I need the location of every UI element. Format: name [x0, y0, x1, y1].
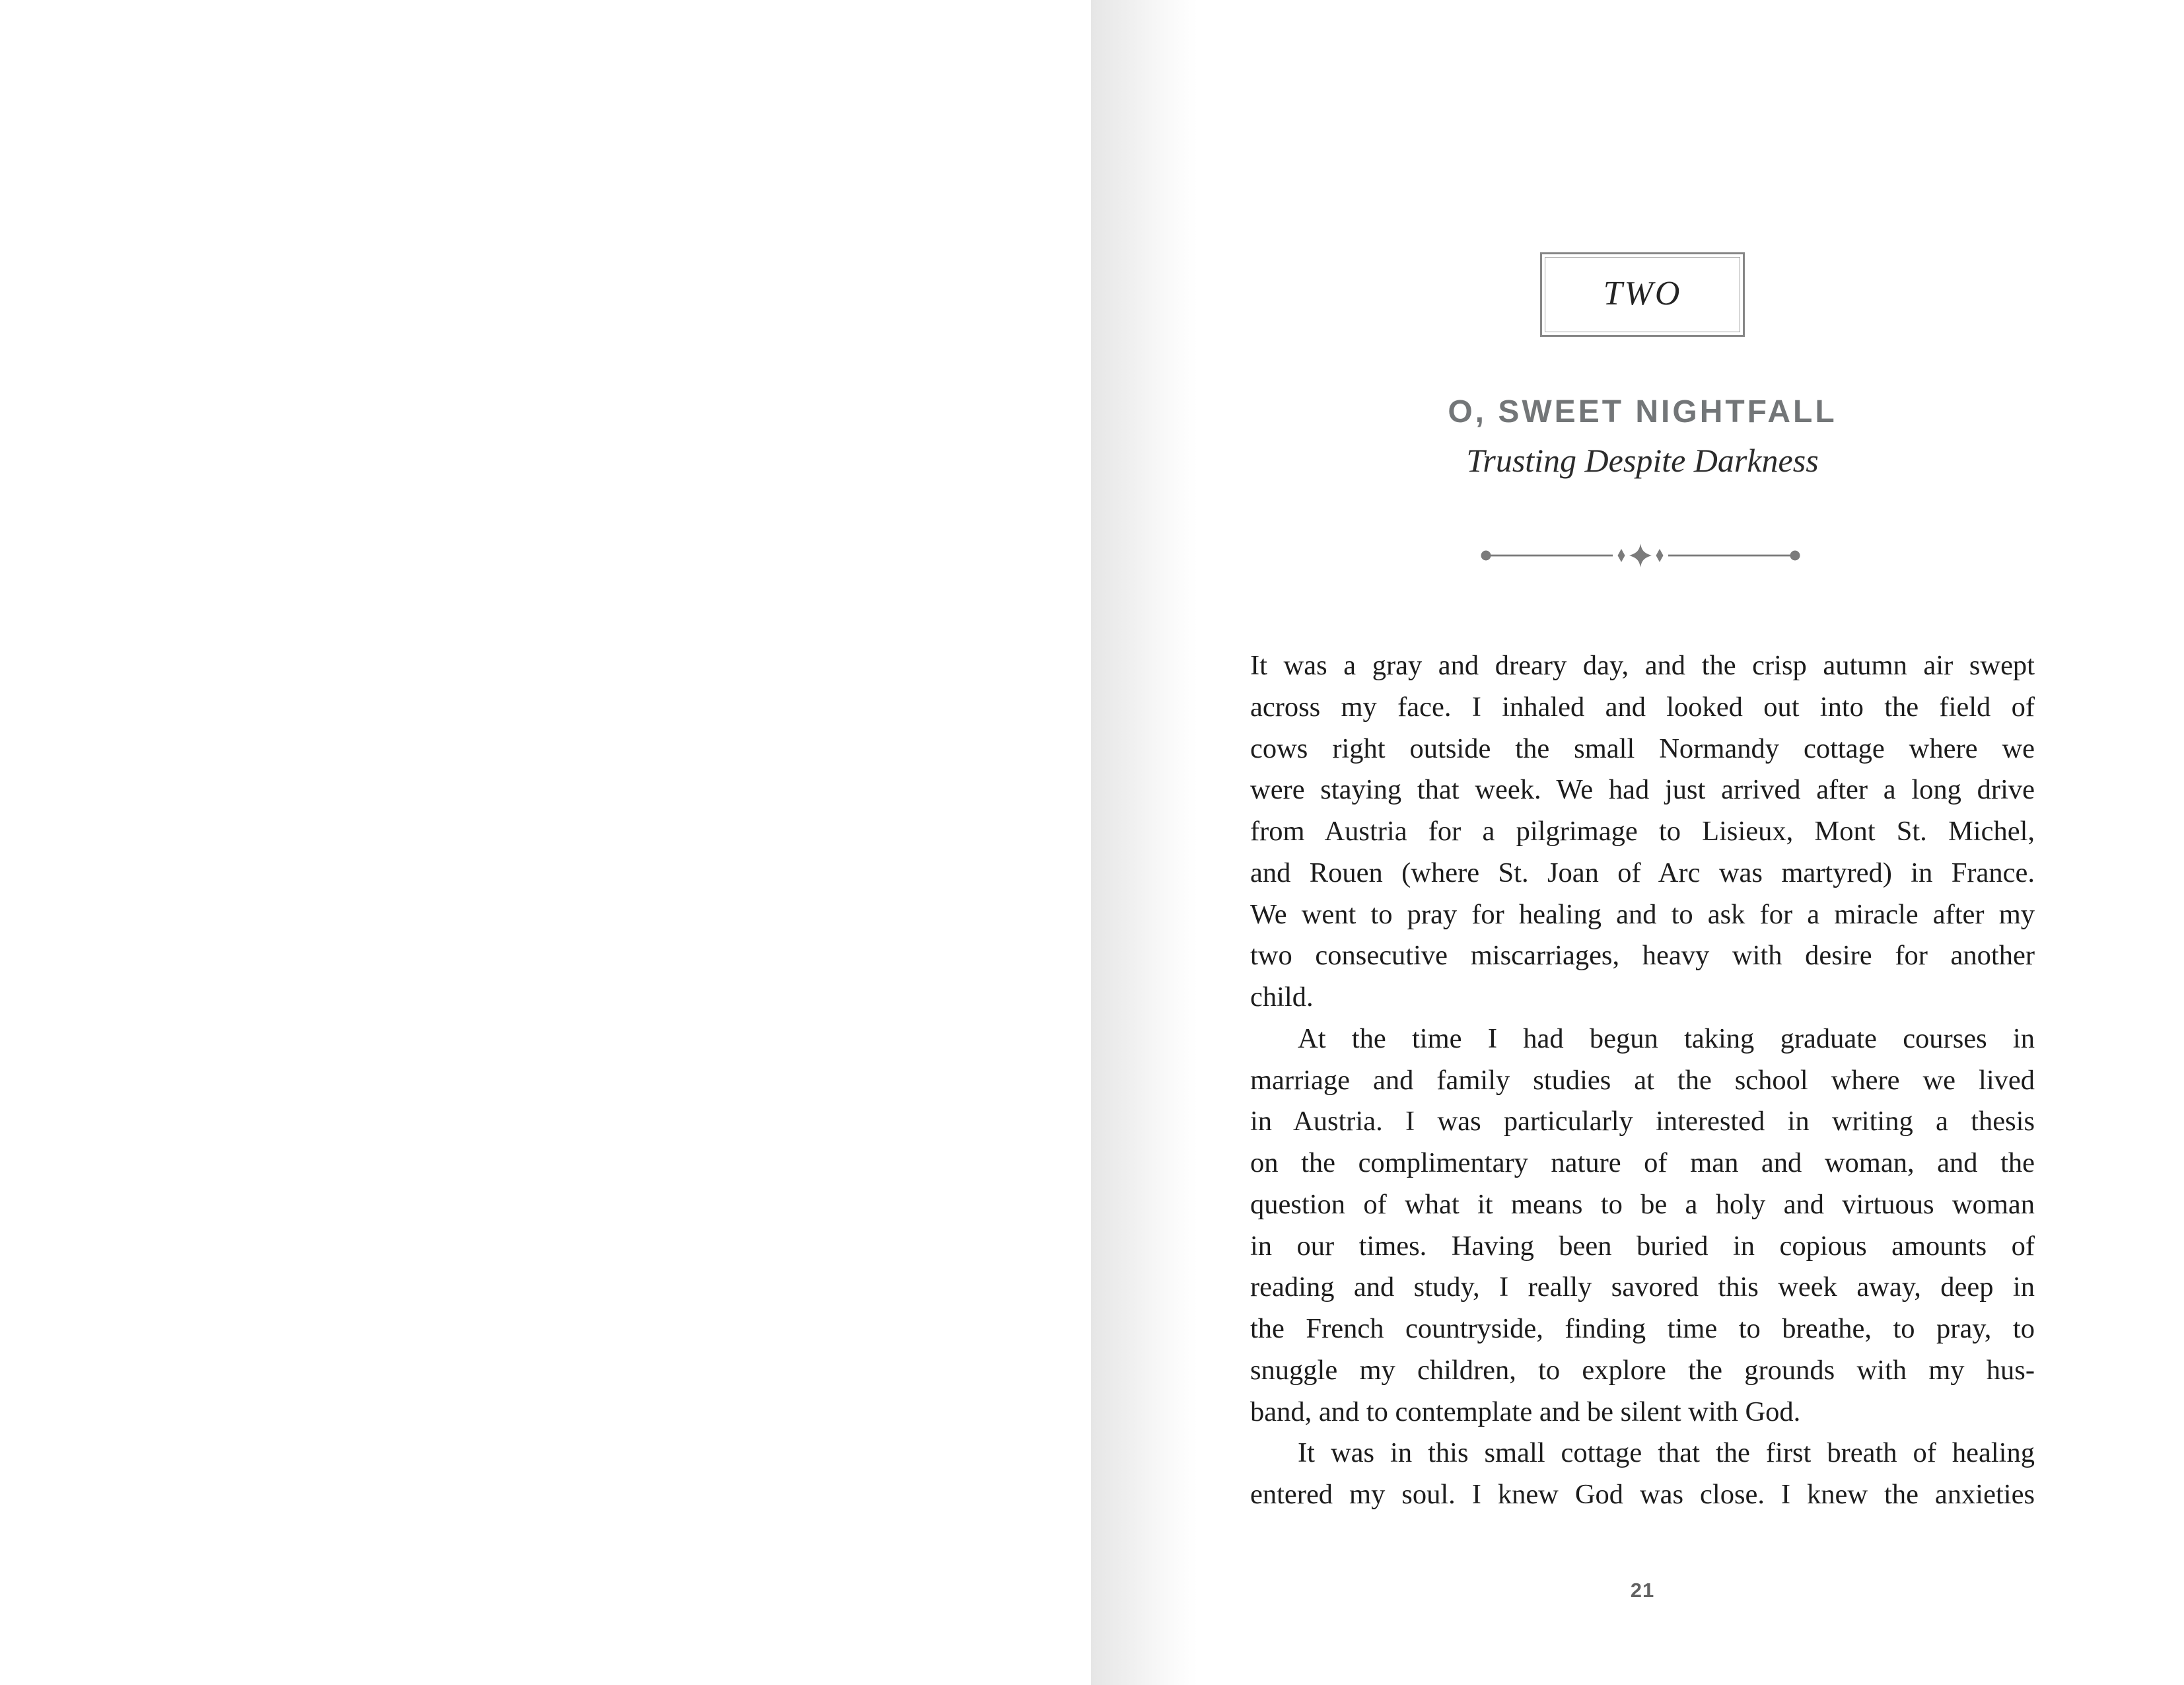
text-line: It was a gray and dreary day, and the crisp autumn air swept — [1250, 650, 2035, 681]
chapter-title: O, SWEET NIGHTFALL — [1448, 394, 1837, 429]
chapter-subtitle: Trusting Despite Darkness — [1466, 442, 1819, 479]
text-line: the French countryside, finding time to breathe, to pray, to — [1250, 1313, 2035, 1344]
text-line: were staying that week. We had just arrived after a long drive — [1250, 774, 2035, 806]
text-line: two consecutive miscarriages, heavy with desire for another — [1250, 940, 2035, 972]
text-line: band, and to contemplate and be silent with God. — [1250, 1396, 1801, 1427]
left-page-blank — [0, 0, 1091, 1685]
text-line: child. — [1250, 982, 1314, 1013]
text-line: and Rouen (where St. Joan of Arc was martyred) in France. — [1250, 857, 2035, 888]
text-line: entered my soul. I knew God was close. I knew the anxieties — [1250, 1479, 2035, 1510]
text-line: marriage and family studies at the school where we lived — [1250, 1064, 2035, 1096]
right-page — [1092, 0, 2184, 1685]
text-line: from Austria for a pilgrimage to Lisieux, Mont St. Michel, — [1250, 816, 2035, 847]
text-line: reading and study, I really savored this week away, deep in — [1250, 1272, 2035, 1303]
text-line: cows right outside the small Normandy cottage where we — [1250, 733, 2035, 764]
chapter-number-box — [1540, 252, 1745, 337]
chapter-number: TWO — [1603, 274, 1682, 312]
page-number: 21 — [1630, 1579, 1655, 1602]
divider-rule-star-icon — [1481, 544, 1800, 567]
text-line: snuggle my children, to explore the grounds with my hus- — [1250, 1354, 2035, 1386]
body-text — [1250, 645, 2035, 1516]
text-line: on the complimentary nature of man and woman, and the — [1250, 1147, 2035, 1178]
chapter-number-box-inner-border — [1545, 257, 1740, 332]
text-line: We went to pray for healing and to ask for a miracle after my — [1250, 898, 2035, 930]
text-line: in our times. Having been buried in copious amounts of — [1250, 1230, 2035, 1262]
text-line: It was in this small cottage that the first breath of healing — [1298, 1437, 2035, 1469]
text-line: At the time I had begun taking graduate courses in — [1298, 1022, 2035, 1054]
ornamental-divider — [1481, 544, 1800, 567]
text-line: question of what it means to be a holy and virtuous woman — [1250, 1188, 2035, 1220]
text-line: across my face. I inhaled and looked out into the field of — [1250, 691, 2035, 723]
text-line: in Austria. I was particularly interested in writing a thesis — [1250, 1106, 2035, 1137]
